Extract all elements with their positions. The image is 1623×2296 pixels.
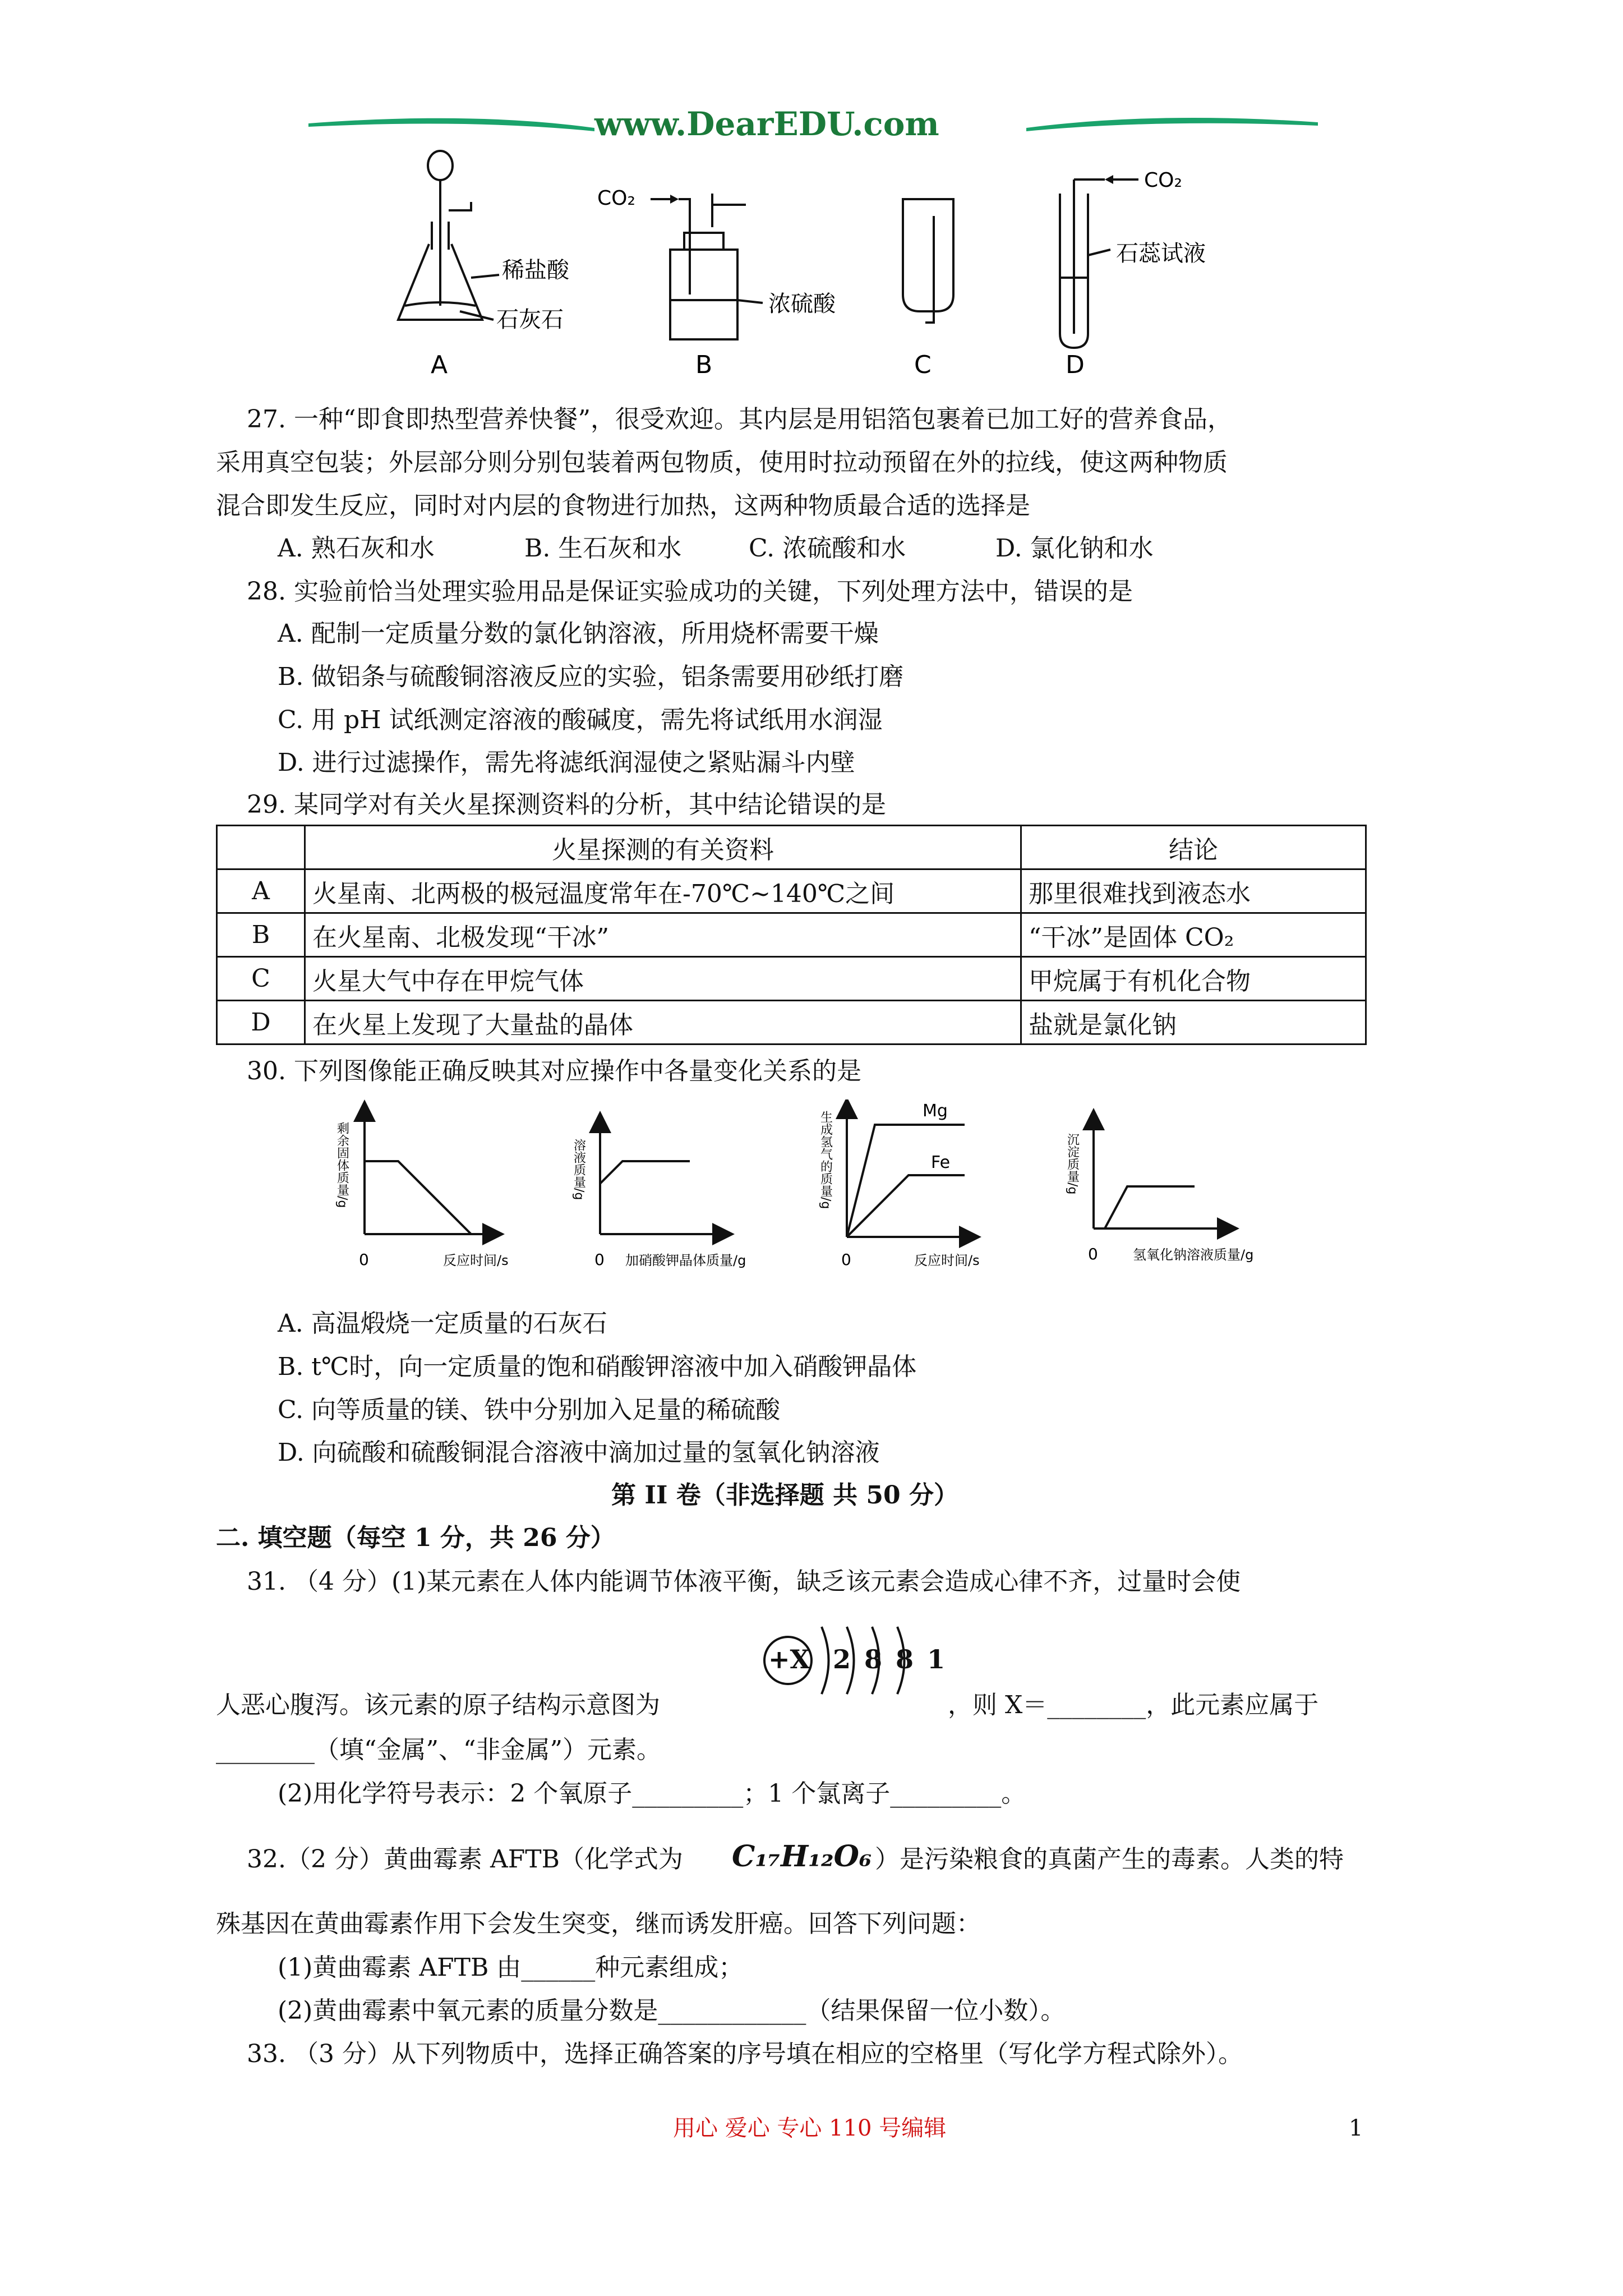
table-cell: C: [217, 957, 305, 1001]
apparatus-a-solid-label: 石灰石: [496, 307, 564, 333]
graph-3-series-fe: Fe: [931, 1153, 951, 1172]
apparatus-d-co2-label: CO₂: [1144, 169, 1182, 192]
q30-option-b: B. t℃时，向一定质量的饱和硝酸钾溶液中加入硝酸钾晶体: [278, 1352, 917, 1381]
q31-line-2a: 人恶心腹泻。该元素的原子结构示意图为: [216, 1691, 660, 1719]
table-cell: D: [217, 1001, 305, 1045]
graph-3-ylabel: 生成氢气的质量/g: [818, 1111, 833, 1209]
q32-line-4: (2)黄曲霉素中氧元素的质量分数是____________（结果保留一位小数）。: [278, 1996, 1066, 2025]
q29-table: [216, 825, 1367, 1045]
apparatus-d: [1060, 180, 1110, 348]
q28-option-d: D. 进行过滤操作，需先将滤纸润湿使之紧贴漏斗内壁: [278, 748, 855, 777]
table-cell: A: [217, 869, 305, 913]
graph-1: [365, 1111, 494, 1234]
table-cell: B: [217, 913, 305, 957]
q29-stem: 29. 某同学对有关火星探测资料的分析，其中结论错误的是: [247, 790, 886, 819]
table-header-cell: 结论: [1021, 826, 1366, 869]
q32-line-2: 殊基因在黄曲霉素作用下会发生突变，继而诱发肝癌。回答下列问题：: [216, 1910, 981, 1938]
graph-2-origin: 0: [594, 1250, 605, 1269]
table-header-cell: [217, 826, 305, 869]
apparatus-a: [398, 151, 499, 320]
apparatus-b-co2-label: CO₂: [597, 187, 635, 210]
graph-4: [1094, 1119, 1228, 1228]
q32-line-1b: ）是污染粮食的真菌产生的毒素。人类的特: [875, 1845, 1344, 1874]
graph-1-xlabel: 反应时间/s: [443, 1253, 509, 1268]
q30-stem: 30. 下列图像能正确反映其对应操作中各量变化关系的是: [247, 1057, 861, 1085]
q31-line-3: ________（填“金属”、“非金属”）元素。: [216, 1736, 661, 1764]
q27-option-b: B. 生石灰和水: [524, 534, 682, 563]
q30-graphs: [308, 1099, 1346, 1290]
table-cell: 盐就是氯化钠: [1021, 1001, 1366, 1045]
graph-4-ylabel: 沉淀质量/g: [1065, 1133, 1080, 1195]
apparatus-b-letter: B: [695, 351, 713, 379]
q27-option-d: D. 氯化钠和水: [995, 534, 1154, 563]
table-cell: 在火星南、北极发现“干冰”: [305, 913, 1021, 957]
graph-3-series-mg: Mg: [923, 1101, 948, 1121]
q27-line-3: 混合即发生反应，同时对内层的食物进行加热，这两种物质最合适的选择是: [216, 491, 1030, 520]
q28-option-c: C. 用 pH 试纸测定溶液的酸碱度，需先将试纸用水润湿: [278, 706, 883, 734]
table-header-row: [217, 826, 1366, 869]
apparatus-drawing: [387, 149, 1239, 390]
table-cell: 火星大气中存在甲烷气体: [305, 957, 1021, 1001]
section2-title: 第 II 卷（非选择题 共 50 分）: [611, 1481, 958, 1510]
table-row: [217, 957, 1366, 1001]
q32-formula: C₁₇H₁₂O₆: [732, 1839, 872, 1874]
table-cell: 在火星上发现了大量盐的晶体: [305, 1001, 1021, 1045]
footer-text: 用心 爱心 专心 110 号编辑: [673, 2115, 947, 2141]
apparatus-b-acid-label: 浓硫酸: [768, 291, 836, 317]
q28-option-b: B. 做铝条与硫酸铜溶液反应的实验，铝条需要用砂纸打磨: [278, 662, 904, 691]
graph-3-origin: 0: [841, 1250, 851, 1269]
q28-stem: 28. 实验前恰当处理实验用品是保证实验成功的关键，下列处理方法中，错误的是: [247, 577, 1133, 606]
graph-2-ylabel: 溶液质量/g: [571, 1139, 586, 1200]
q27-line-2: 采用真空包装；外层部分则分别包装着两包物质，使用时拉动预留在外的拉线，使这两种物质: [216, 448, 1228, 477]
page-number: 1: [1349, 2115, 1363, 2141]
graph-4-xlabel: 氢氧化钠溶液质量/g: [1133, 1247, 1254, 1263]
atom-shells-label: 2 8 8 1: [833, 1644, 948, 1674]
q31-line-2b: ，则 X＝________，此元素应属于: [948, 1691, 1319, 1719]
apparatus-b: [670, 194, 763, 339]
graph-1-origin: 0: [359, 1250, 369, 1269]
graph-1-ylabel: 剩余固体质量/g: [335, 1122, 349, 1208]
table-cell: 那里很难找到液态水: [1021, 869, 1366, 913]
q31-line-4: (2)用化学符号表示：2 个氧原子_________；1 个氯离子_________。: [278, 1779, 1026, 1808]
apparatus-figure: [387, 149, 1239, 390]
table-row: [217, 869, 1366, 913]
apparatus-d-letter: D: [1066, 351, 1085, 379]
apparatus-d-liquid-label: 石蕊试液: [1116, 241, 1206, 266]
graph-3-xlabel: 反应时间/s: [914, 1253, 980, 1268]
graph-2-xlabel: 加硝酸钾晶体质量/g: [625, 1253, 746, 1268]
q30-option-a: A. 高温煅烧一定质量的石灰石: [278, 1309, 607, 1338]
q27-option-a: A. 熟石灰和水: [278, 534, 435, 563]
q30-graphs-drawing: [308, 1099, 1346, 1290]
graph-4-origin: 0: [1088, 1245, 1098, 1263]
table-row: [217, 1001, 1366, 1045]
site-url[interactable]: www.DearEDU.com: [594, 105, 939, 143]
graph-3: [847, 1108, 970, 1237]
table-cell: 火星南、北两极的极冠温度常年在-70℃~140℃之间: [305, 869, 1021, 913]
table-cell: 甲烷属于有机化合物: [1021, 957, 1366, 1001]
apparatus-c: [903, 199, 953, 323]
q28-option-a: A. 配制一定质量分数的氯化钠溶液，所用烧杯需要干燥: [278, 619, 879, 648]
apparatus-a-letter: A: [431, 351, 448, 379]
table-row: [217, 913, 1366, 957]
q32-line-1a: 32.（2 分）黄曲霉素 AFTB（化学式为: [247, 1845, 683, 1874]
q33-line-1: 33. （3 分）从下列物质中，选择正确答案的序号填在相应的空格里（写化学方程式除外）。: [247, 2040, 1243, 2068]
atom-nucleus-label: +X: [768, 1644, 810, 1674]
apparatus-a-acid-label: 稀盐酸: [502, 257, 569, 283]
section2-heading: 二. 填空题（每空 1 分，共 26 分）: [216, 1524, 615, 1552]
q30-option-c: C. 向等质量的镁、铁中分别加入足量的稀硫酸: [278, 1396, 781, 1424]
q30-option-d: D. 向硫酸和硫酸铜混合溶液中滴加过量的氢氧化钠溶液: [278, 1438, 880, 1467]
q31-line-1: 31. （4 分）(1)某元素在人体内能调节体液平衡，缺乏该元素会造成心律不齐，过量时会使: [247, 1567, 1241, 1596]
q32-line-3: (1)黄曲霉素 AFTB 由______种元素组成；: [278, 1953, 744, 1982]
q27-line-1: 27. 一种“即食即热型营养快餐”，很受欢迎。其内层是用铝箔包裹着已加工好的营养食品，: [247, 405, 1232, 434]
table-cell: “干冰”是固体 CO₂: [1021, 913, 1366, 957]
q27-option-c: C. 浓硫酸和水: [749, 534, 906, 563]
apparatus-c-letter: C: [914, 351, 932, 379]
table-header-cell: 火星探测的有关资料: [305, 826, 1021, 869]
graph-2: [600, 1122, 723, 1234]
